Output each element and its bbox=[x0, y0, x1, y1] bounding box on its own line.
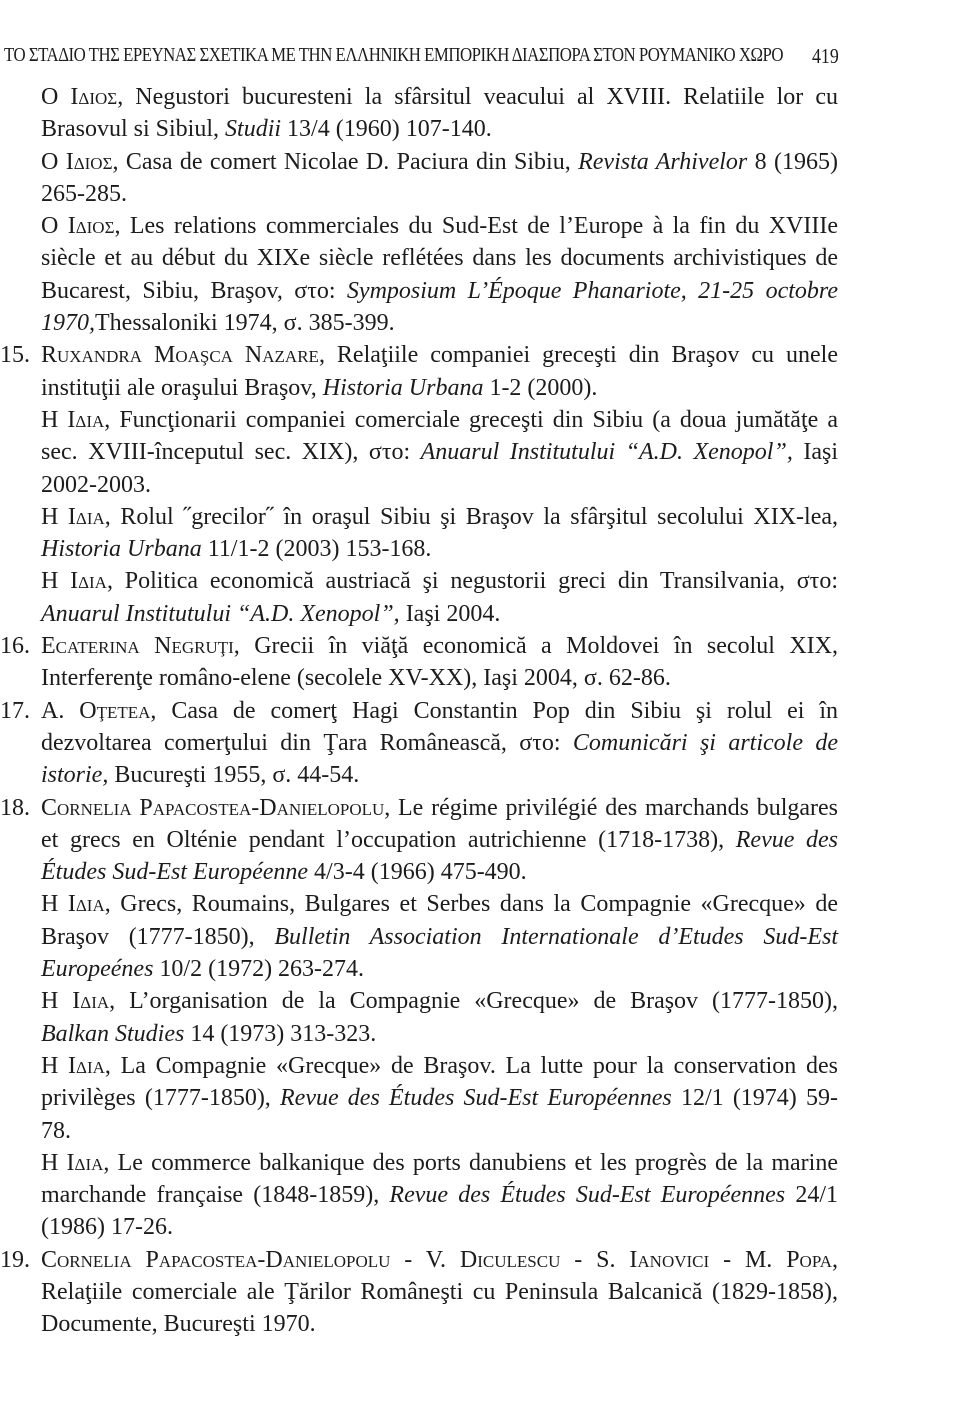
entry-text: , L’organisation de la Compagnie «Grecque» de Braşov (1777-1850), bbox=[109, 988, 838, 1015]
bibliography-entry bbox=[41, 1147, 838, 1244]
entry-journal: Revista Arhivelor bbox=[578, 148, 748, 175]
entry-author: Ο Ιδιος bbox=[41, 213, 115, 240]
bibliography-entry bbox=[41, 81, 838, 146]
entry-journal: Revue des Études Sud-Est Européennes bbox=[389, 1182, 786, 1209]
entry-text: , Les relations commerciales du Sud-Est de l’Europe à la fin du XVIIIe siècle et au début du XIXe siècle reflétées dans les documents archivistiques de Bucarest, Sibiu, Braşov, στο: bbox=[41, 213, 839, 304]
entry-journal: Revue des Études Sud-Est Européennes bbox=[280, 1085, 672, 1112]
entry-journal: Bulletin Association Internationale d’Etudes Sud-Est Europeénes bbox=[41, 923, 839, 983]
bibliography-entry bbox=[0, 630, 838, 695]
bibliography-entry bbox=[41, 888, 838, 985]
page-number: 419 bbox=[812, 44, 839, 68]
entry-journal: Anuarul Institutului “A.D. Xenopol”, bbox=[420, 439, 793, 466]
bibliography-entry bbox=[0, 1244, 838, 1341]
entry-text: , La Compagnie «Grecque» de Braşov. La lutte pour la conservation des privilèges (1777-1850), bbox=[41, 1052, 838, 1112]
bibliography-entry bbox=[41, 146, 838, 211]
entry-tail: 13/4 (1960) 107-140. bbox=[281, 116, 492, 143]
entry-text: , Grecs, Roumains, Bulgares et Serbes dans la Compagnie «Grecque» de Braşov (1777-1850), bbox=[41, 891, 838, 950]
entry-number: 19. bbox=[0, 1246, 30, 1273]
bibliography-entry bbox=[0, 695, 838, 792]
entry-journal: Revue des Études Sud-Est Européenne bbox=[41, 826, 838, 886]
entry-tail: 24/1 (1986) 17-26. bbox=[41, 1182, 838, 1241]
entry-text: , Negustori bucuresteni la sfârsitul veacului al XVIII. Relatiile lor cu Brasovul si Sibiul, bbox=[41, 84, 839, 143]
entry-tail: Bucureşti 1955, σ. 44-54. bbox=[108, 762, 360, 789]
entry-tail: 8 (1965) 265-285. bbox=[41, 148, 838, 207]
bibliography-entry bbox=[41, 565, 838, 630]
entry-author: Ο Ιδιος bbox=[41, 148, 113, 175]
entry-author: A. Oţetea bbox=[41, 697, 151, 724]
entry-tail: 1-2 (2000). bbox=[483, 374, 598, 401]
entry-number: 15. bbox=[0, 342, 30, 369]
entry-text: , Casa de comerţ Hagi Constantin Pop din Sibiu şi rolul ei în dezvoltarea comerţului din Ţara Românească, στο: bbox=[41, 697, 838, 756]
bibliography-list bbox=[0, 81, 839, 1341]
entry-tail: 14 (1973) 313-323. bbox=[184, 1020, 377, 1047]
entry-journal: Studii bbox=[225, 116, 282, 143]
entry-author: Cornelia Papacostea-Danielopolu - V. Diculescu - S. Ianovici - M. Popa bbox=[41, 1246, 832, 1273]
entry-text: , Casa de comert Nicolae D. Paciura din Sibiu, bbox=[112, 148, 579, 175]
entry-number: 17. bbox=[0, 697, 30, 724]
bibliography-entry bbox=[0, 339, 838, 404]
entry-tail: 12/1 (1974) 59-78. bbox=[41, 1085, 838, 1144]
entry-text: , Relaţiile companiei greceşti din Braşov cu unele instituţii ale oraşului Braşov, bbox=[41, 342, 838, 401]
entry-journal: Historia Urbana bbox=[41, 536, 202, 563]
entry-author: Η Ιδια bbox=[41, 503, 105, 530]
entry-journal: Historia Urbana bbox=[322, 374, 484, 401]
entry-text: , Politica economică austriacă şi negustorii greci din Transilvania, στο: bbox=[106, 568, 838, 595]
bibliography-entry bbox=[0, 792, 839, 889]
entry-tail: 4/3-4 (1966) 475-490. bbox=[308, 859, 527, 886]
entry-author: Ecaterina Negruţi bbox=[41, 633, 234, 660]
entry-author: Ο Ιδιος bbox=[41, 84, 118, 110]
bibliography-entry bbox=[41, 1050, 838, 1147]
entry-author: Ruxandra Moaşca Nazare bbox=[41, 342, 319, 369]
entry-journal: Symposium L’Époque Phanariote, 21-25 octobre 1970, bbox=[41, 277, 838, 337]
entry-tail: Thessaloniki 1974, σ. 385-399. bbox=[95, 310, 395, 337]
entry-tail: Iaşi 2002-2003. bbox=[41, 439, 838, 498]
bibliography-entry bbox=[41, 210, 838, 339]
entry-text: , Funcţionarii companiei comerciale greceşti din Sibiu (a doua jumătăţe a sec. XVIII-începutul sec. XIX), στο: bbox=[41, 406, 838, 466]
entry-number: 18. bbox=[0, 794, 30, 821]
entry-author: Cornelia Papacostea-Danielopolu bbox=[41, 794, 385, 821]
entry-text: , Grecii în viăţă economică a Moldovei în secolul XIX, Interferenţe româno-elene (secolele XV-XX), Iaşi 2004, σ. 62-86. bbox=[41, 633, 838, 692]
entry-author: Η Ιδια bbox=[41, 406, 105, 433]
bibliography-entry bbox=[41, 985, 838, 1050]
entry-tail: 11/1-2 (2003) 153-168. bbox=[201, 536, 432, 563]
entry-text: , Relaţiile comerciale ale Ţărilor Româneşti cu Peninsula Balcanică (1829-1858), Documente, Bucureşti 1970. bbox=[41, 1246, 838, 1338]
entry-text: , Rolul ˝grecilor˝ în oraşul Sibiu şi Braşov la sfârşitul secolului XIX-lea, bbox=[104, 503, 838, 530]
entry-journal: Anuarul Institutului “A.D. Xenopol”, bbox=[41, 600, 400, 627]
entry-number: 16. bbox=[0, 633, 30, 660]
entry-author: Η Ιδια bbox=[41, 891, 105, 918]
running-header: ΤΟ ΣΤΑΔΙΟ ΤΗΣ ΕΡΕΥΝΑΣ ΣΧΕΤΙΚΑ ΜΕ ΤΗΝ ΕΛΛΗΝΙΚΗ ΕΜΠΟΡΙΚΗ ΔΙΑΣΠΟΡΑ ΣΤΟΝ ΡΟΥΜΑΝΙΚΟ ΧΩΡΟ bbox=[4, 44, 784, 66]
entry-author: Η Ιδια bbox=[41, 988, 110, 1015]
entry-author: Η Ιδια bbox=[41, 568, 107, 595]
entry-journal: Comunicări şi articole de istorie, bbox=[41, 729, 838, 789]
entry-text: , Le régime privilégié des marchands bulgares et grecs en Olténie pendant l’occupation autrichienne (1718-1738), bbox=[41, 794, 839, 853]
entry-author: Η Ιδια bbox=[41, 1052, 105, 1079]
entry-journal: Balkan Studies bbox=[41, 1020, 185, 1047]
entry-author: Η Ιδια bbox=[41, 1149, 104, 1176]
entry-text: , Le commerce balkanique des ports danubiens et les progrès de la marine marchande française (1848-1859), bbox=[41, 1149, 838, 1209]
bibliography-entry bbox=[41, 404, 838, 501]
bibliography-entry bbox=[41, 501, 838, 566]
entry-tail: Iaşi 2004. bbox=[399, 600, 501, 627]
entry-tail: 10/2 (1972) 263-274. bbox=[153, 956, 365, 983]
